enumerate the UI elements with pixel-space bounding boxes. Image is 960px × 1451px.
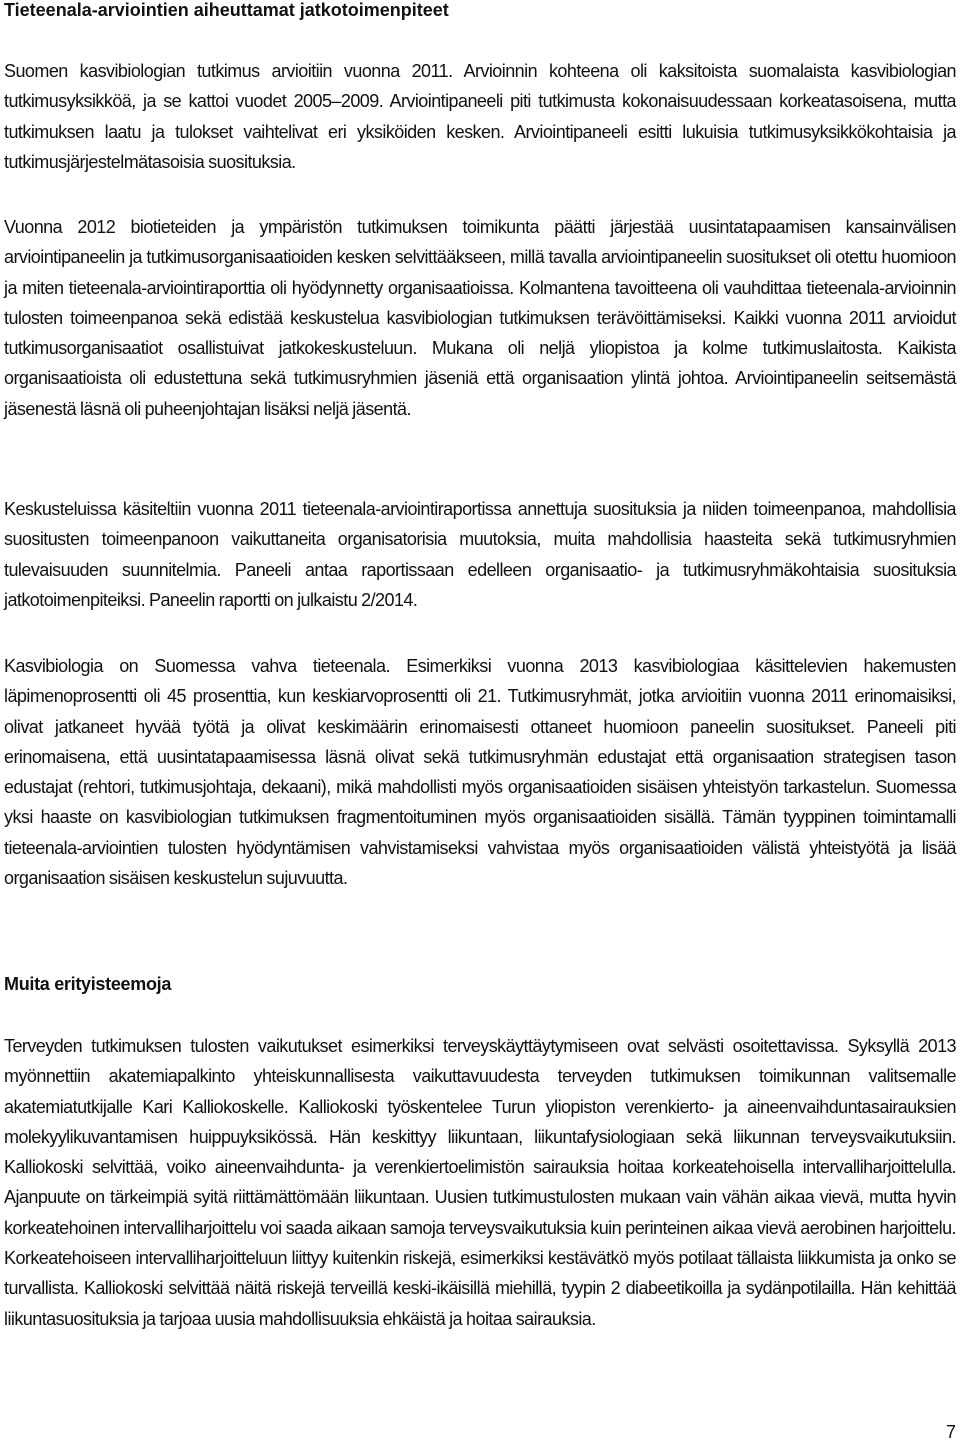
paragraph-2: Vuonna 2012 biotieteiden ja ympäristön tutkimuksen toimikunta päätti järjestää uusintatapaamisen kansainvälisen arviointipaneelin ja tutkimusorganisaatioiden kesken selvittääkseen, millä tavalla arviointipaneelin suositukset oli otettu huomioon ja miten tieteenala-arviointiraporttia oli hyödynnetty organisaatioissa. Kolmantena tavoitteena oli vauhdittaa tieteenala-arvioinnin tulosten toimeenpanoa sekä edistää keskustelua kasvibiologian tutkimuksen terävöittämiseksi. Kaikki vuonna 2011 arvioidut tutkimusorganisaatiot osallistuivat jatkokeskusteluun. Mukana oli neljä yliopistoa ja kolme tutkimuslaitosta. Kaikista organisaatioista oli edustettuna sekä tutkimusryhmien jäseniä että organisaation ylintä johtoa. Arviointipaneelin seitsemästä jäsenestä läsnä oli puheenjohtajan lisäksi neljä jäsentä. [4, 217, 956, 419]
paragraph-4: Kasvibiologia on Suomessa vahva tieteenala. Esimerkiksi vuonna 2013 kasvibiologiaa käsittelevien hakemusten läpimenoprosentti oli 45 prosenttia, kun keskiarvoprosentti oli 21. Tutkimusryhmät, jotka arvioitiin vuonna 2011 erinomaisiksi, olivat jatkaneet hyvää työtä ja olivat keskimäärin erinomaisesti ottaneet huomioon paneelin suositukset. Paneeli piti erinomaisena, että uusintatapaamisessa läsnä olivat sekä tutkimusryhmän edustajat että organisaation strategisen tason edustajat (rehtori, tutkimusjohtaja, dekaani), mikä mahdollisti myös organisaatioiden sisäisen yhteistyön tarkastelun. Suomessa yksi haaste on kasvibiologian tutkimuksen fragmentoituminen myös organisaatioiden sisällä. Tämän tyyppinen toimintamalli tieteenala-arviointien tulosten hyödyntämisen vahvistamiseksi vahvistaa myös organisaatioiden välistä yhteistyötä ja lisää organisaation sisäisen keskustelun sujuvuutta. [4, 656, 956, 889]
paragraph-1: Suomen kasvibiologian tutkimus arvioitiin vuonna 2011. Arvioinnin kohteena oli kaksitoista suomalaista kasvibiologian tutkimusyksikköä, ja se kattoi vuodet 2005–2009. Arviointipaneeli piti tutkimusta kokonaisuudessaan korkeatasoisena, mutta tutkimuksen laatu ja tulokset vaihtelivat eri yksiköiden kesken. Arviointipaneeli esitti lukuisia tutkimusyksikkökohtaisia ja tutkimusjärjestelmätasoisia suosituksia. [4, 61, 956, 172]
subheading: Muita erityisteemoja [4, 974, 172, 994]
section-heading: Tieteenala-arviointien aiheuttamat jatkotoimenpiteet [4, 0, 449, 20]
page-number: 7 [945, 1422, 956, 1442]
paragraph-5: Terveyden tutkimuksen tulosten vaikutukset esimerkiksi terveyskäyttäytymiseen ovat selvästi osoitettavissa. Syksyllä 2013 myönnettiin akatemiapalkinto yhteiskunnallisesta vaikuttavuudesta terveyden tutkimuksen toimikunnan valitsemalle akatemiatutkijalle Kari Kalliokoskelle. Kalliokoski työskentelee Turun yliopiston verenkierto- ja aineenvaihduntasairauksien molekyylikuvantamisen huippuyksikössä. Hän keskittyy liikuntaan, liikuntafysiologiaan sekä liikunnan terveysvaikutuksiin. Kalliokoski selvittää, voiko aineenvaihdunta- ja verenkiertoelimistön sairauksia hoitaa korkeatehoisella intervalliharjoittelulla. Ajanpuute on tärkeimpiä syitä riittämättömään liikuntaan. Uusien tutkimustulosten mukaan vain vähän aikaa vievä, mutta hyvin korkeatehoinen intervalliharjoittelu voi saada aikaan samoja terveysvaikutuksia kuin perinteinen aikaa vievä aerobinen harjoittelu. Korkeatehoiseen intervalliharjoitteluun liittyy kuitenkin riskejä, esimerkiksi kestävätkö myös potilaat tällaista liikkumista ja onko se turvallista. Kalliokoski selvittää näitä riskejä terveillä keski-ikäisillä miehillä, tyypin 2 diabeetikoilla ja sydänpotilailla. Hän kehittää liikuntasuosituksia ja tarjoaa uusia mahdollisuuksia ehkäistä ja hoitaa sairauksia. [4, 1036, 956, 1329]
paragraph-3: Keskusteluissa käsiteltiin vuonna 2011 tieteenala-arviointiraportissa annettuja suosituksia ja niiden toimeenpanoa, mahdollisia suositusten toimeenpanoon vaikuttaneita organisatorisia muutoksia, muita mahdollisia haasteita sekä tutkimusryhmien tulevaisuuden suunnitelmia. Paneeli antaa raportissaan edelleen organisaatio- ja tutkimusryhmäkohtaisia suosituksia jatkotoimenpiteiksi. Paneelin raportti on julkaistu 2/2014. [4, 499, 956, 610]
